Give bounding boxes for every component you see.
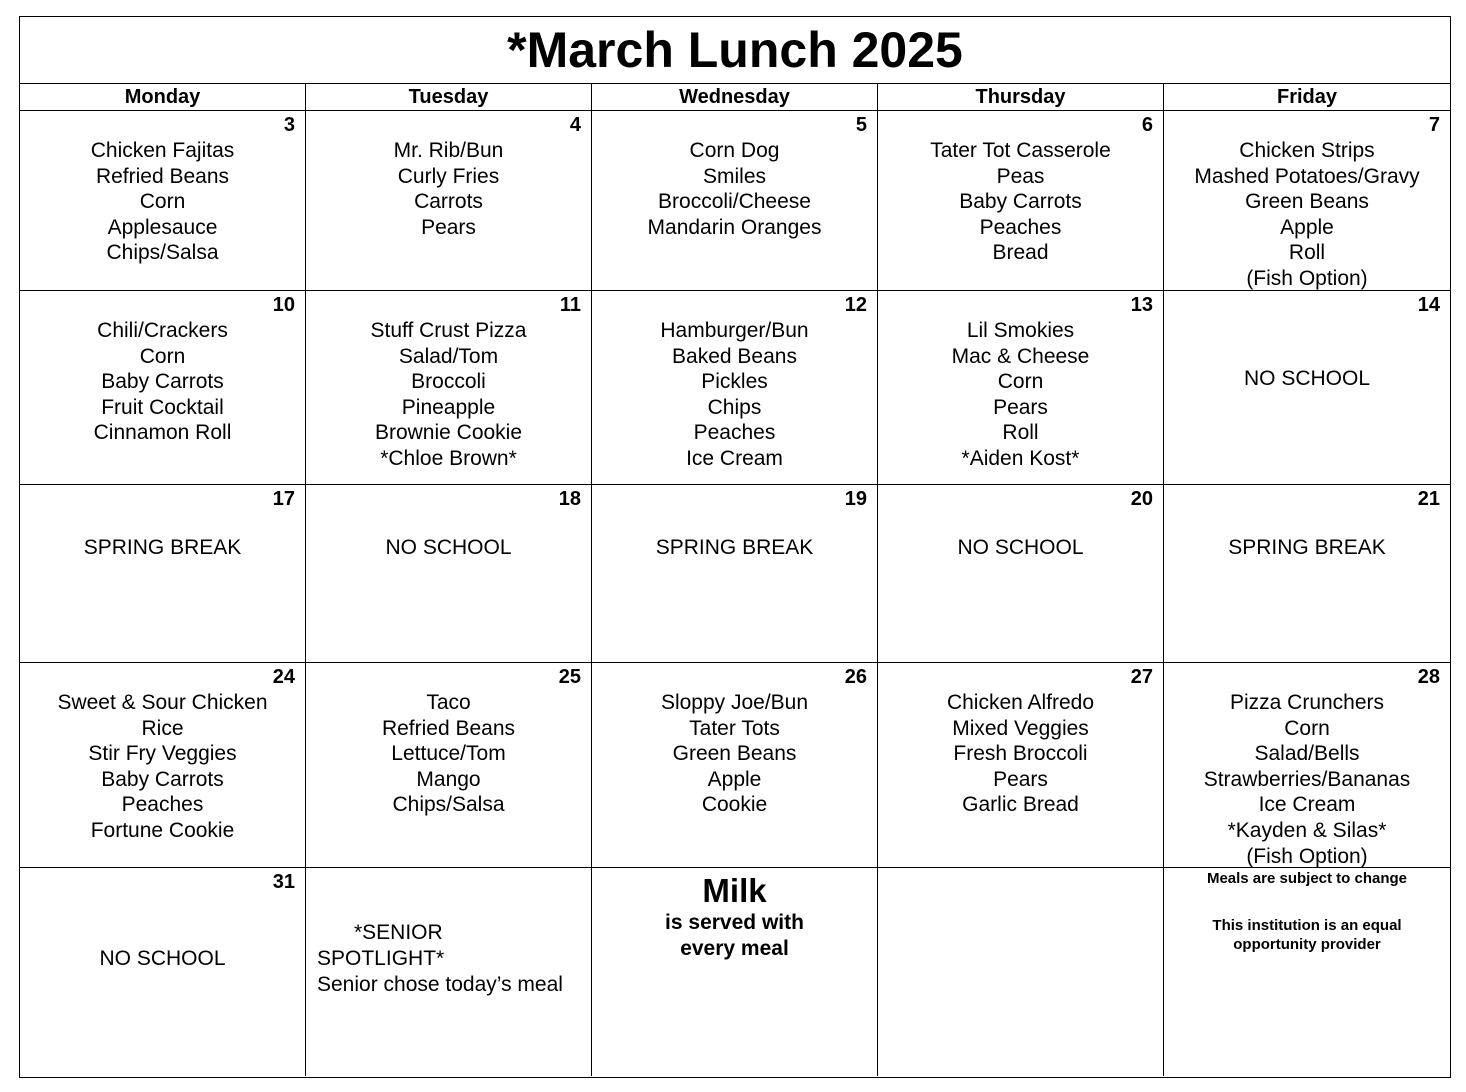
menu-item: Lil Smokies <box>966 319 1075 342</box>
week-row-3 <box>20 485 1450 663</box>
senior-spotlight-line: SPOTLIGHT* <box>317 947 445 970</box>
menu-item: Carrots <box>414 190 483 214</box>
menu-item: Green Beans <box>1245 190 1369 214</box>
menu-item: Refried Beans <box>381 716 516 740</box>
menu-item: Corn <box>997 370 1044 394</box>
empty-cell <box>878 868 1164 1076</box>
day-date: 20 <box>1130 488 1153 510</box>
menu-item: Fresh Broccoli <box>953 742 1088 766</box>
day-cell <box>20 663 306 867</box>
menu-item: Chips/Salsa <box>392 793 505 817</box>
menu-item: Pizza Crunchers <box>1229 691 1385 714</box>
day-cell <box>592 663 878 867</box>
menu-item: Tater Tots <box>689 716 780 740</box>
day-date: 7 <box>1428 114 1440 136</box>
menu-items <box>1164 690 1450 869</box>
menu-item: Corn Dog <box>689 139 780 162</box>
menu-items <box>592 318 877 472</box>
menu-item: *Kayden & Silas* <box>1227 818 1387 842</box>
senior-spotlight-line: *SENIOR <box>354 921 443 944</box>
milk-note <box>592 872 877 962</box>
day-cell <box>306 663 592 867</box>
milk-line: every meal <box>680 937 789 960</box>
day-date: 17 <box>272 488 295 510</box>
menu-item: Brownie Cookie <box>374 421 523 445</box>
menu-item: Broccoli <box>411 370 486 394</box>
menu-items <box>306 690 591 818</box>
day-cell <box>878 485 1164 662</box>
menu-item: *Aiden Kost* <box>961 446 1080 470</box>
menu-items <box>1164 138 1450 292</box>
day-note: NO SCHOOL <box>957 536 1084 559</box>
day-date: 10 <box>272 294 295 316</box>
menu-item: Sloppy Joe/Bun <box>660 691 809 714</box>
day-cell <box>1164 111 1450 290</box>
day-cell <box>1164 291 1450 484</box>
day-date: 12 <box>844 294 867 316</box>
menu-items <box>592 690 877 818</box>
title-row <box>20 17 1450 84</box>
menu-item: Green Beans <box>672 742 797 766</box>
menu-item: Pears <box>993 395 1048 419</box>
menu-item: Fortune Cookie <box>90 818 235 842</box>
menu-item: Roll <box>1002 421 1039 445</box>
day-note: SPRING BREAK <box>1228 536 1386 559</box>
menu-item: Sweet & Sour Chicken <box>57 691 268 714</box>
menu-item: Ice Cream <box>686 446 783 470</box>
menu-item: Curly Fries <box>397 164 500 188</box>
menu-items <box>592 138 877 240</box>
day-note: NO SCHOOL <box>99 947 226 970</box>
menu-item: Tater Tot Casserole <box>930 139 1111 162</box>
header-thursday: Thursday <box>878 84 1164 110</box>
milk-title: Milk <box>702 872 767 909</box>
day-cell <box>592 111 878 290</box>
day-date: 4 <box>569 114 581 136</box>
menu-items <box>878 138 1163 266</box>
day-date: 11 <box>559 294 581 316</box>
menu-item: Garlic Bread <box>962 793 1079 817</box>
menu-item: Pears <box>421 215 476 239</box>
menu-item: Cookie <box>701 793 768 817</box>
menu-item: Strawberries/Bananas <box>1203 767 1411 791</box>
menu-item: Cinnamon Roll <box>93 421 232 445</box>
menu-items <box>878 318 1163 472</box>
menu-item: Pears <box>993 767 1048 791</box>
menu-items <box>306 318 591 472</box>
header-friday: Friday <box>1276 86 1338 108</box>
milk-line: is served with <box>665 911 804 934</box>
header-tuesday: Tuesday <box>306 84 592 110</box>
menu-item: Pickles <box>701 370 768 394</box>
menu-item: Roll <box>1288 241 1326 265</box>
header-monday: Monday <box>20 84 306 110</box>
day-cell <box>878 111 1164 290</box>
menu-item: Smiles <box>702 164 766 188</box>
notice-equal-opportunity: opportunity provider <box>1233 936 1381 953</box>
day-cell <box>20 111 306 290</box>
day-note: NO SCHOOL <box>1243 367 1371 390</box>
menu-item: Pineapple <box>401 395 496 419</box>
menu-item: Corn <box>139 344 186 368</box>
menu-item: Apple <box>1280 215 1334 239</box>
day-date: 18 <box>558 488 581 510</box>
menu-items <box>20 690 305 844</box>
notice-equal-opportunity: This institution is an equal <box>1212 917 1402 934</box>
menu-item: Mr. Rib/Bun <box>393 139 504 162</box>
menu-item: Baby Carrots <box>101 767 224 791</box>
menu-item: Chicken Strips <box>1239 139 1375 162</box>
menu-item: Rice <box>141 716 184 740</box>
day-date: 31 <box>272 871 295 893</box>
day-cell <box>20 485 306 662</box>
day-note: SPRING BREAK <box>655 536 814 559</box>
menu-item: Stuff Crust Pizza <box>370 319 527 342</box>
notice-change: Meals are subject to change <box>1206 870 1408 887</box>
day-date: 24 <box>272 666 295 688</box>
day-cell <box>592 485 878 662</box>
menu-item: Mango <box>416 767 481 791</box>
day-cell <box>306 291 592 484</box>
milk-cell <box>592 868 878 1076</box>
menu-item: Salad/Tom <box>398 344 499 368</box>
day-date: 14 <box>1417 294 1440 316</box>
header-wednesday: Wednesday <box>592 84 878 110</box>
menu-item: Ice Cream <box>1258 793 1356 817</box>
menu-items <box>306 138 591 240</box>
week-row-5 <box>20 868 1450 1076</box>
senior-spotlight-note <box>317 920 563 998</box>
menu-items <box>878 690 1163 818</box>
menu-item: Applesauce <box>107 215 218 239</box>
day-cell <box>20 868 306 1076</box>
menu-item: Fruit Cocktail <box>101 395 224 419</box>
notice-cell <box>1164 868 1450 1076</box>
menu-item: Chili/Crackers <box>97 319 228 342</box>
day-note: NO SCHOOL <box>385 536 512 559</box>
day-cell <box>1164 485 1450 662</box>
menu-item: Corn <box>1284 716 1330 740</box>
menu-item: Chicken Alfredo <box>946 691 1095 714</box>
day-cell <box>1164 663 1450 867</box>
menu-item: (Fish Option) <box>1246 266 1368 290</box>
menu-item: (Fish Option) <box>1246 844 1368 868</box>
menu-item: Peaches <box>121 793 204 817</box>
day-date: 28 <box>1417 666 1440 688</box>
menu-items <box>20 138 305 266</box>
menu-item: Peaches <box>693 421 776 445</box>
week-row-4 <box>20 663 1450 868</box>
day-date: 6 <box>1141 114 1153 136</box>
senior-spotlight-cell <box>306 868 592 1076</box>
day-date: 5 <box>855 114 867 136</box>
day-cell <box>878 291 1164 484</box>
day-date: 27 <box>1130 666 1153 688</box>
day-date: 26 <box>844 666 867 688</box>
day-cell <box>20 291 306 484</box>
weekday-header-row <box>20 84 1450 111</box>
week-row-2 <box>20 291 1450 485</box>
lunch-calendar <box>19 16 1451 1078</box>
menu-item: Hamburger/Bun <box>660 319 809 342</box>
menu-item: Baby Carrots <box>101 370 224 394</box>
day-cell <box>592 291 878 484</box>
menu-item: *Chloe Brown* <box>380 446 517 470</box>
menu-item: Stir Fry Veggies <box>88 742 237 766</box>
day-cell <box>878 663 1164 867</box>
week-row-1 <box>20 111 1450 291</box>
menu-item: Mac & Cheese <box>951 344 1090 368</box>
menu-item: Baked Beans <box>672 344 797 368</box>
menu-item: Taco <box>426 691 471 714</box>
menu-item: Chips/Salsa <box>106 241 219 265</box>
day-date: 13 <box>1130 294 1153 316</box>
menu-item: Lettuce/Tom <box>391 742 506 766</box>
day-date: 3 <box>283 114 295 136</box>
day-date: 21 <box>1417 488 1440 510</box>
day-cell <box>306 111 592 290</box>
menu-item: Salad/Bells <box>1254 742 1360 766</box>
menu-item: Mixed Veggies <box>952 716 1089 740</box>
menu-item: Chicken Fajitas <box>90 139 235 162</box>
menu-item: Broccoli/Cheese <box>658 190 811 214</box>
menu-item: Peas <box>996 164 1045 188</box>
menu-item: Mandarin Oranges <box>647 215 822 239</box>
calendar-title: *March Lunch 2025 <box>507 22 963 78</box>
day-date: 25 <box>558 666 581 688</box>
menu-item: Peaches <box>979 215 1062 239</box>
menu-items <box>20 318 305 446</box>
day-cell <box>306 485 592 662</box>
menu-item: Refried Beans <box>95 164 230 188</box>
senior-spotlight-line: Senior chose today’s meal <box>317 973 563 996</box>
day-note: SPRING BREAK <box>83 536 242 559</box>
menu-item: Baby Carrots <box>959 190 1082 214</box>
menu-item: Apple <box>707 767 762 791</box>
day-date: 19 <box>844 488 867 510</box>
menu-item: Mashed Potatoes/Gravy <box>1194 164 1420 188</box>
menu-item: Chips <box>707 395 762 419</box>
menu-item: Corn <box>139 190 186 214</box>
menu-item: Bread <box>992 241 1049 265</box>
